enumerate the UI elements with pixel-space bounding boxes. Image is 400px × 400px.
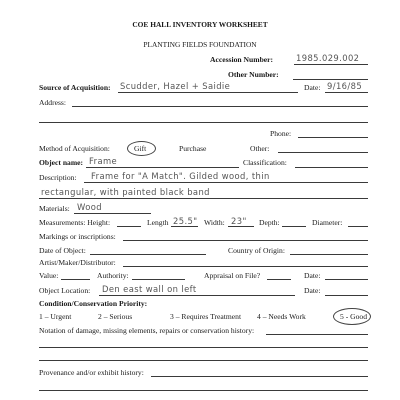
width-label: Width: bbox=[204, 218, 225, 227]
accession-number-label: Accession Number: bbox=[210, 55, 274, 64]
object-location-value: Den east wall on left bbox=[102, 284, 197, 294]
diameter-label: Diameter: bbox=[312, 218, 343, 227]
materials-value: Wood bbox=[77, 202, 102, 212]
country-of-origin-label: Country of Origin: bbox=[228, 246, 285, 255]
object-location-label: Object Location: bbox=[39, 286, 91, 295]
length-label: Length bbox=[147, 218, 169, 227]
accession-number-value: 1985.029.002 bbox=[296, 53, 360, 63]
source-value: Scudder, Hazel + Saidie bbox=[120, 81, 231, 91]
provenance-label: Provenance and/or exhibit history: bbox=[39, 368, 144, 377]
materials-label: Materials: bbox=[39, 204, 70, 213]
address-label: Address: bbox=[39, 98, 66, 107]
other-number-label: Other Number: bbox=[228, 70, 279, 79]
source-label: Source of Acquisition: bbox=[39, 83, 111, 92]
notation-label: Notation of damage, missing elements, repairs or conservation history: bbox=[39, 326, 255, 335]
method-label: Method of Acquisition: bbox=[39, 144, 110, 153]
condition-option-5: 5 - Good bbox=[340, 312, 367, 321]
date-label: Date: bbox=[304, 83, 321, 92]
method-other-label: Other: bbox=[250, 144, 270, 153]
condition-option-2: 2 – Serious bbox=[98, 312, 133, 321]
object-name-label: Object name: bbox=[39, 158, 84, 167]
markings-label: Markings or inscriptions: bbox=[39, 232, 116, 241]
description-line-1: Frame for "A Match". Gilded wood, thin bbox=[91, 171, 270, 181]
location-date-label: Date: bbox=[304, 286, 321, 295]
classification-label: Classification: bbox=[243, 158, 287, 167]
description-label: Description: bbox=[39, 173, 77, 182]
depth-label: Depth: bbox=[259, 218, 280, 227]
date-of-object-label: Date of Object: bbox=[39, 246, 86, 255]
appraisal-date-label: Date: bbox=[304, 271, 321, 280]
worksheet-title: COE HALL INVENTORY WORKSHEET bbox=[132, 20, 268, 29]
condition-option-4: 4 – Needs Work bbox=[257, 312, 306, 321]
length-value: 25.5" bbox=[173, 216, 198, 226]
measurements-height-label: Measurements: Height: bbox=[39, 218, 111, 227]
artist-maker-label: Artist/Maker/Distributor: bbox=[39, 258, 116, 267]
condition-heading: Condition/Conservation Priority: bbox=[39, 299, 148, 308]
worksheet-subtitle: PLANTING FIELDS FOUNDATION bbox=[143, 40, 257, 49]
method-purchase: Purchase bbox=[179, 144, 207, 153]
date-value: 9/16/85 bbox=[327, 81, 363, 91]
phone-label: Phone: bbox=[270, 129, 292, 138]
value-label: Value: bbox=[39, 271, 59, 280]
condition-option-3: 3 – Requires Treatment bbox=[170, 312, 242, 321]
width-value: 23" bbox=[231, 216, 247, 226]
method-gift: Gift bbox=[134, 144, 147, 153]
condition-option-1: 1 – Urgent bbox=[39, 312, 72, 321]
appraisal-label: Appraisal on File? bbox=[204, 271, 261, 280]
description-line-2: rectangular, with painted black band bbox=[41, 187, 210, 197]
authority-label: Authority: bbox=[97, 271, 129, 280]
object-name-value: Frame bbox=[89, 156, 118, 166]
